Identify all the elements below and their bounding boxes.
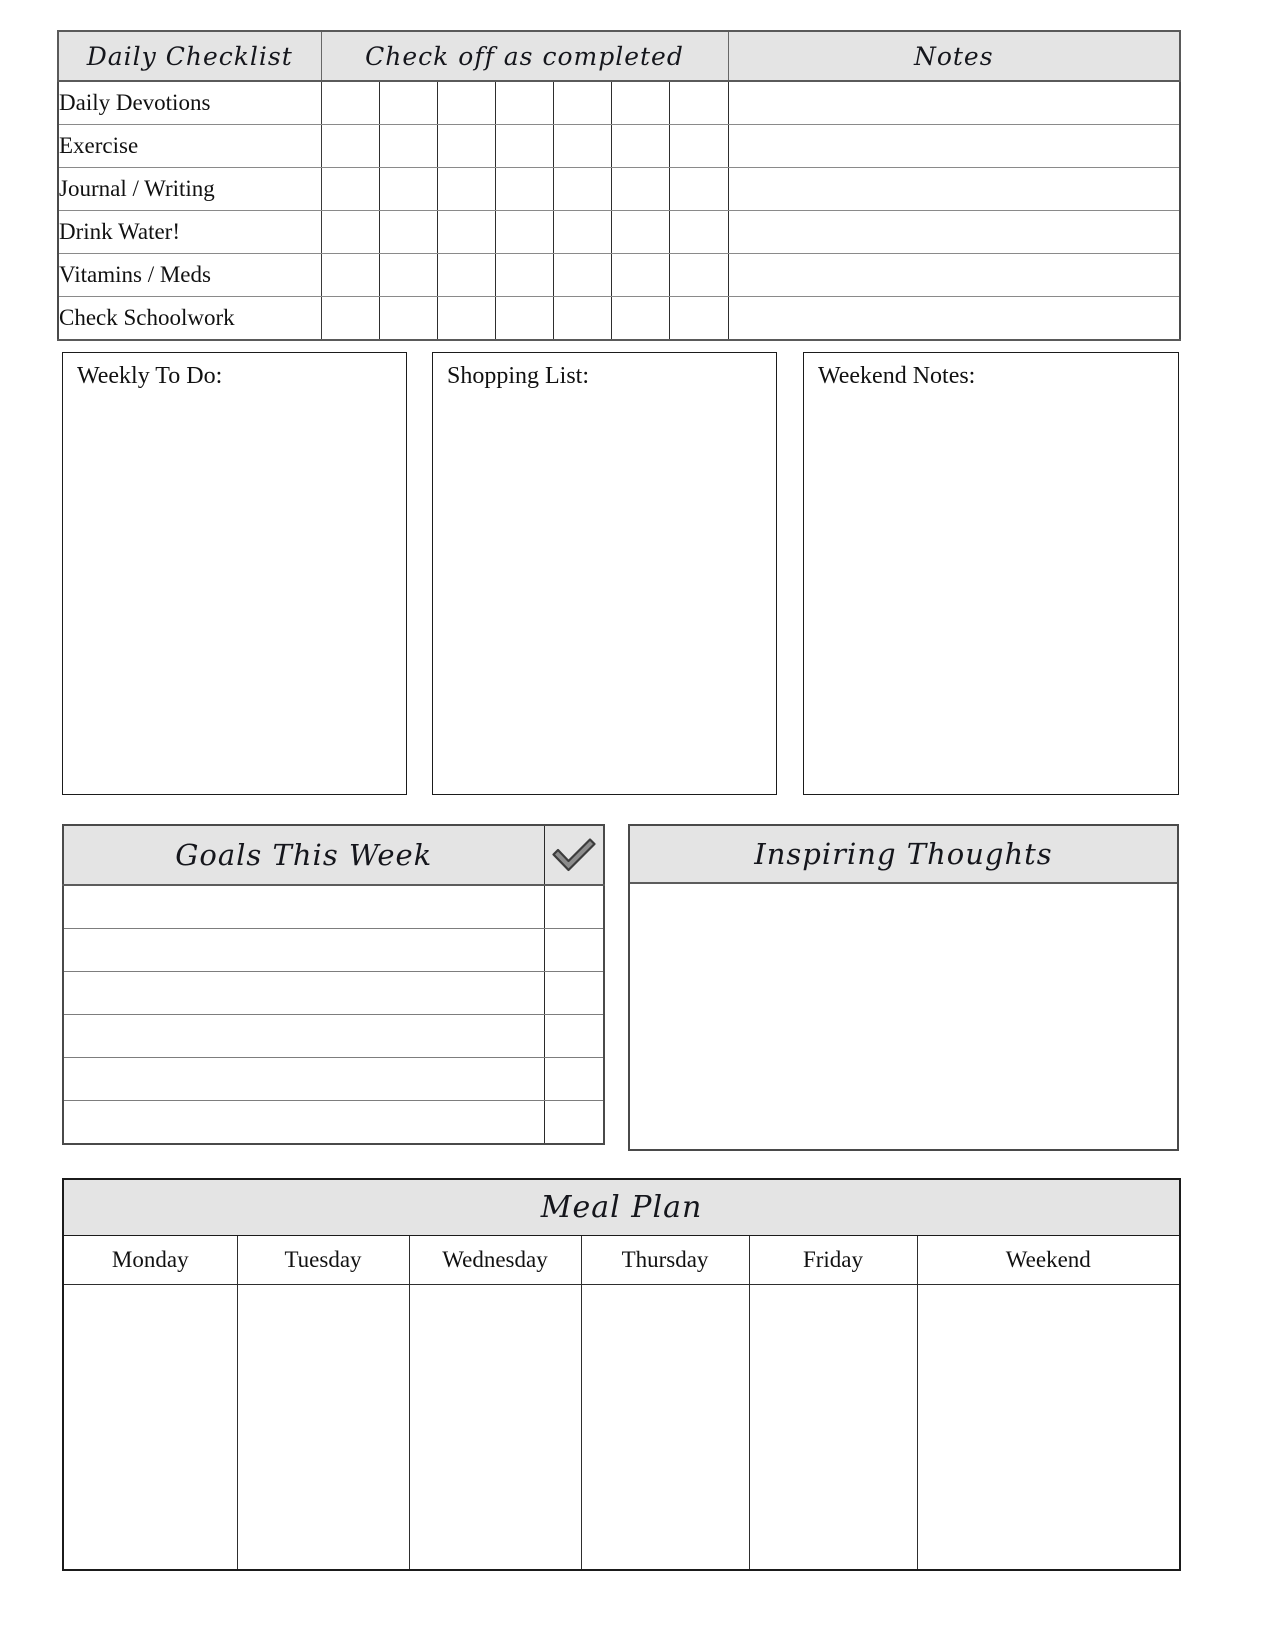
goal-row-checkbox[interactable] [544, 885, 604, 929]
goal-row-input[interactable] [63, 972, 544, 1015]
checkbox-cell-day-3[interactable] [437, 297, 495, 341]
checkbox-cell-day-3[interactable] [437, 125, 495, 168]
meal-plan-day-header: Weekend [917, 1236, 1180, 1285]
table-row [58, 297, 1180, 341]
checkbox-cell-day-4[interactable] [495, 297, 553, 341]
checklist-notes-cell[interactable] [728, 168, 1180, 211]
meal-plan-table [62, 1178, 1181, 1571]
meal-plan-day-header: Thursday [581, 1236, 749, 1285]
checkbox-cell-day-2[interactable] [379, 168, 437, 211]
table-row [58, 125, 1180, 168]
table-row [58, 168, 1180, 211]
checklist-header-tasks [58, 31, 321, 81]
meal-plan-title [63, 1179, 1180, 1236]
checkbox-cell-day-1[interactable] [321, 81, 379, 125]
checklist-task-label: Daily Devotions [58, 81, 321, 125]
shopping-list-title: Shopping List: [447, 363, 590, 389]
goal-row-checkbox[interactable] [544, 972, 604, 1015]
checkmark-icon [545, 826, 604, 884]
goal-row-input[interactable] [63, 1101, 544, 1145]
checkbox-cell-day-6[interactable] [611, 297, 669, 341]
checkbox-cell-day-4[interactable] [495, 81, 553, 125]
checkbox-cell-day-5[interactable] [553, 168, 611, 211]
checkbox-cell-day-4[interactable] [495, 254, 553, 297]
meal-plan-cell[interactable] [237, 1285, 409, 1571]
goal-row-checkbox[interactable] [544, 1058, 604, 1101]
checkbox-cell-day-1[interactable] [321, 254, 379, 297]
goals-header-row [63, 825, 604, 885]
meal-plan-title-label: Meal Plan [540, 1190, 703, 1225]
checkbox-cell-day-1[interactable] [321, 297, 379, 341]
checklist-header-notes-label: Notes [913, 41, 994, 71]
weekly-todo-panel[interactable] [62, 352, 407, 795]
checkbox-cell-day-7[interactable] [669, 81, 728, 125]
checkbox-cell-day-1[interactable] [321, 125, 379, 168]
checkbox-cell-day-4[interactable] [495, 125, 553, 168]
meal-plan-day-header: Monday [63, 1236, 237, 1285]
checkbox-cell-day-6[interactable] [611, 211, 669, 254]
checklist-header-row [58, 31, 1180, 81]
meal-plan-day-header-row [63, 1236, 1180, 1285]
checklist-header-checkboxes [321, 31, 728, 81]
goals-title-label: Goals This Week [175, 838, 433, 872]
goals-header-check [544, 825, 604, 885]
checklist-task-label: Exercise [58, 125, 321, 168]
meal-plan-entry-row [63, 1285, 1180, 1571]
list-item [63, 929, 604, 972]
checklist-task-label: Drink Water! [58, 211, 321, 254]
checkbox-cell-day-7[interactable] [669, 254, 728, 297]
list-item [63, 972, 604, 1015]
weekend-notes-panel[interactable] [803, 352, 1179, 795]
checkbox-cell-day-5[interactable] [553, 297, 611, 341]
list-item [63, 885, 604, 929]
checklist-notes-cell[interactable] [728, 254, 1180, 297]
goal-row-checkbox[interactable] [544, 1101, 604, 1145]
checkbox-cell-day-4[interactable] [495, 211, 553, 254]
checklist-header-tasks-label: Daily Checklist [86, 41, 293, 71]
table-row [58, 254, 1180, 297]
checkbox-cell-day-7[interactable] [669, 125, 728, 168]
checklist-notes-cell[interactable] [728, 81, 1180, 125]
list-item [63, 1015, 604, 1058]
checkbox-cell-day-5[interactable] [553, 254, 611, 297]
goal-row-input[interactable] [63, 885, 544, 929]
meal-plan-day-header: Wednesday [409, 1236, 581, 1285]
meal-plan-cell[interactable] [749, 1285, 917, 1571]
goal-row-input[interactable] [63, 1058, 544, 1101]
goals-header-title [63, 825, 544, 885]
checkbox-cell-day-2[interactable] [379, 297, 437, 341]
meal-plan-cell[interactable] [581, 1285, 749, 1571]
weekly-todo-title: Weekly To Do: [77, 363, 223, 389]
checkbox-cell-day-6[interactable] [611, 81, 669, 125]
checkbox-cell-day-7[interactable] [669, 297, 728, 341]
checkbox-cell-day-6[interactable] [611, 168, 669, 211]
checkbox-cell-day-7[interactable] [669, 211, 728, 254]
weekend-notes-title: Weekend Notes: [818, 363, 976, 389]
checkbox-cell-day-5[interactable] [553, 125, 611, 168]
checkbox-cell-day-2[interactable] [379, 254, 437, 297]
inspiring-thoughts-title: Inspiring Thoughts [754, 837, 1053, 871]
checkbox-cell-day-5[interactable] [553, 81, 611, 125]
checkbox-cell-day-2[interactable] [379, 125, 437, 168]
meal-plan-cell[interactable] [63, 1285, 237, 1571]
meal-plan-cell[interactable] [409, 1285, 581, 1571]
checklist-task-label: Vitamins / Meds [58, 254, 321, 297]
goals-this-week-table [62, 824, 605, 1145]
goal-row-input[interactable] [63, 929, 544, 972]
checkbox-cell-day-5[interactable] [553, 211, 611, 254]
table-row [58, 81, 1180, 125]
list-item [63, 1101, 604, 1145]
checkbox-cell-day-1[interactable] [321, 168, 379, 211]
checkbox-cell-day-2[interactable] [379, 211, 437, 254]
checkbox-cell-day-3[interactable] [437, 168, 495, 211]
checkbox-cell-day-3[interactable] [437, 211, 495, 254]
checklist-task-label: Journal / Writing [58, 168, 321, 211]
table-row [58, 211, 1180, 254]
goal-row-checkbox[interactable] [544, 929, 604, 972]
meal-plan-cell[interactable] [917, 1285, 1180, 1571]
checkbox-cell-day-7[interactable] [669, 168, 728, 211]
list-item [63, 1058, 604, 1101]
checklist-task-label: Check Schoolwork [58, 297, 321, 341]
goal-row-checkbox[interactable] [544, 1015, 604, 1058]
shopping-list-panel[interactable] [432, 352, 777, 795]
checkbox-cell-day-2[interactable] [379, 81, 437, 125]
checklist-header-notes [728, 31, 1180, 81]
meal-plan-day-header: Tuesday [237, 1236, 409, 1285]
checklist-header-checkboxes-label: Check off as completed [365, 41, 684, 71]
daily-checklist-table [57, 30, 1181, 341]
checklist-notes-cell[interactable] [728, 297, 1180, 341]
checkbox-cell-day-4[interactable] [495, 168, 553, 211]
inspiring-thoughts-header [630, 826, 1177, 884]
checklist-notes-cell[interactable] [728, 125, 1180, 168]
inspiring-thoughts-panel[interactable] [628, 824, 1179, 1151]
checkbox-cell-day-6[interactable] [611, 254, 669, 297]
checklist-notes-cell[interactable] [728, 211, 1180, 254]
meal-plan-title-row [63, 1179, 1180, 1236]
checkbox-cell-day-3[interactable] [437, 254, 495, 297]
goal-row-input[interactable] [63, 1015, 544, 1058]
checkbox-cell-day-3[interactable] [437, 81, 495, 125]
checkbox-cell-day-6[interactable] [611, 125, 669, 168]
meal-plan-day-header: Friday [749, 1236, 917, 1285]
checkbox-cell-day-1[interactable] [321, 211, 379, 254]
